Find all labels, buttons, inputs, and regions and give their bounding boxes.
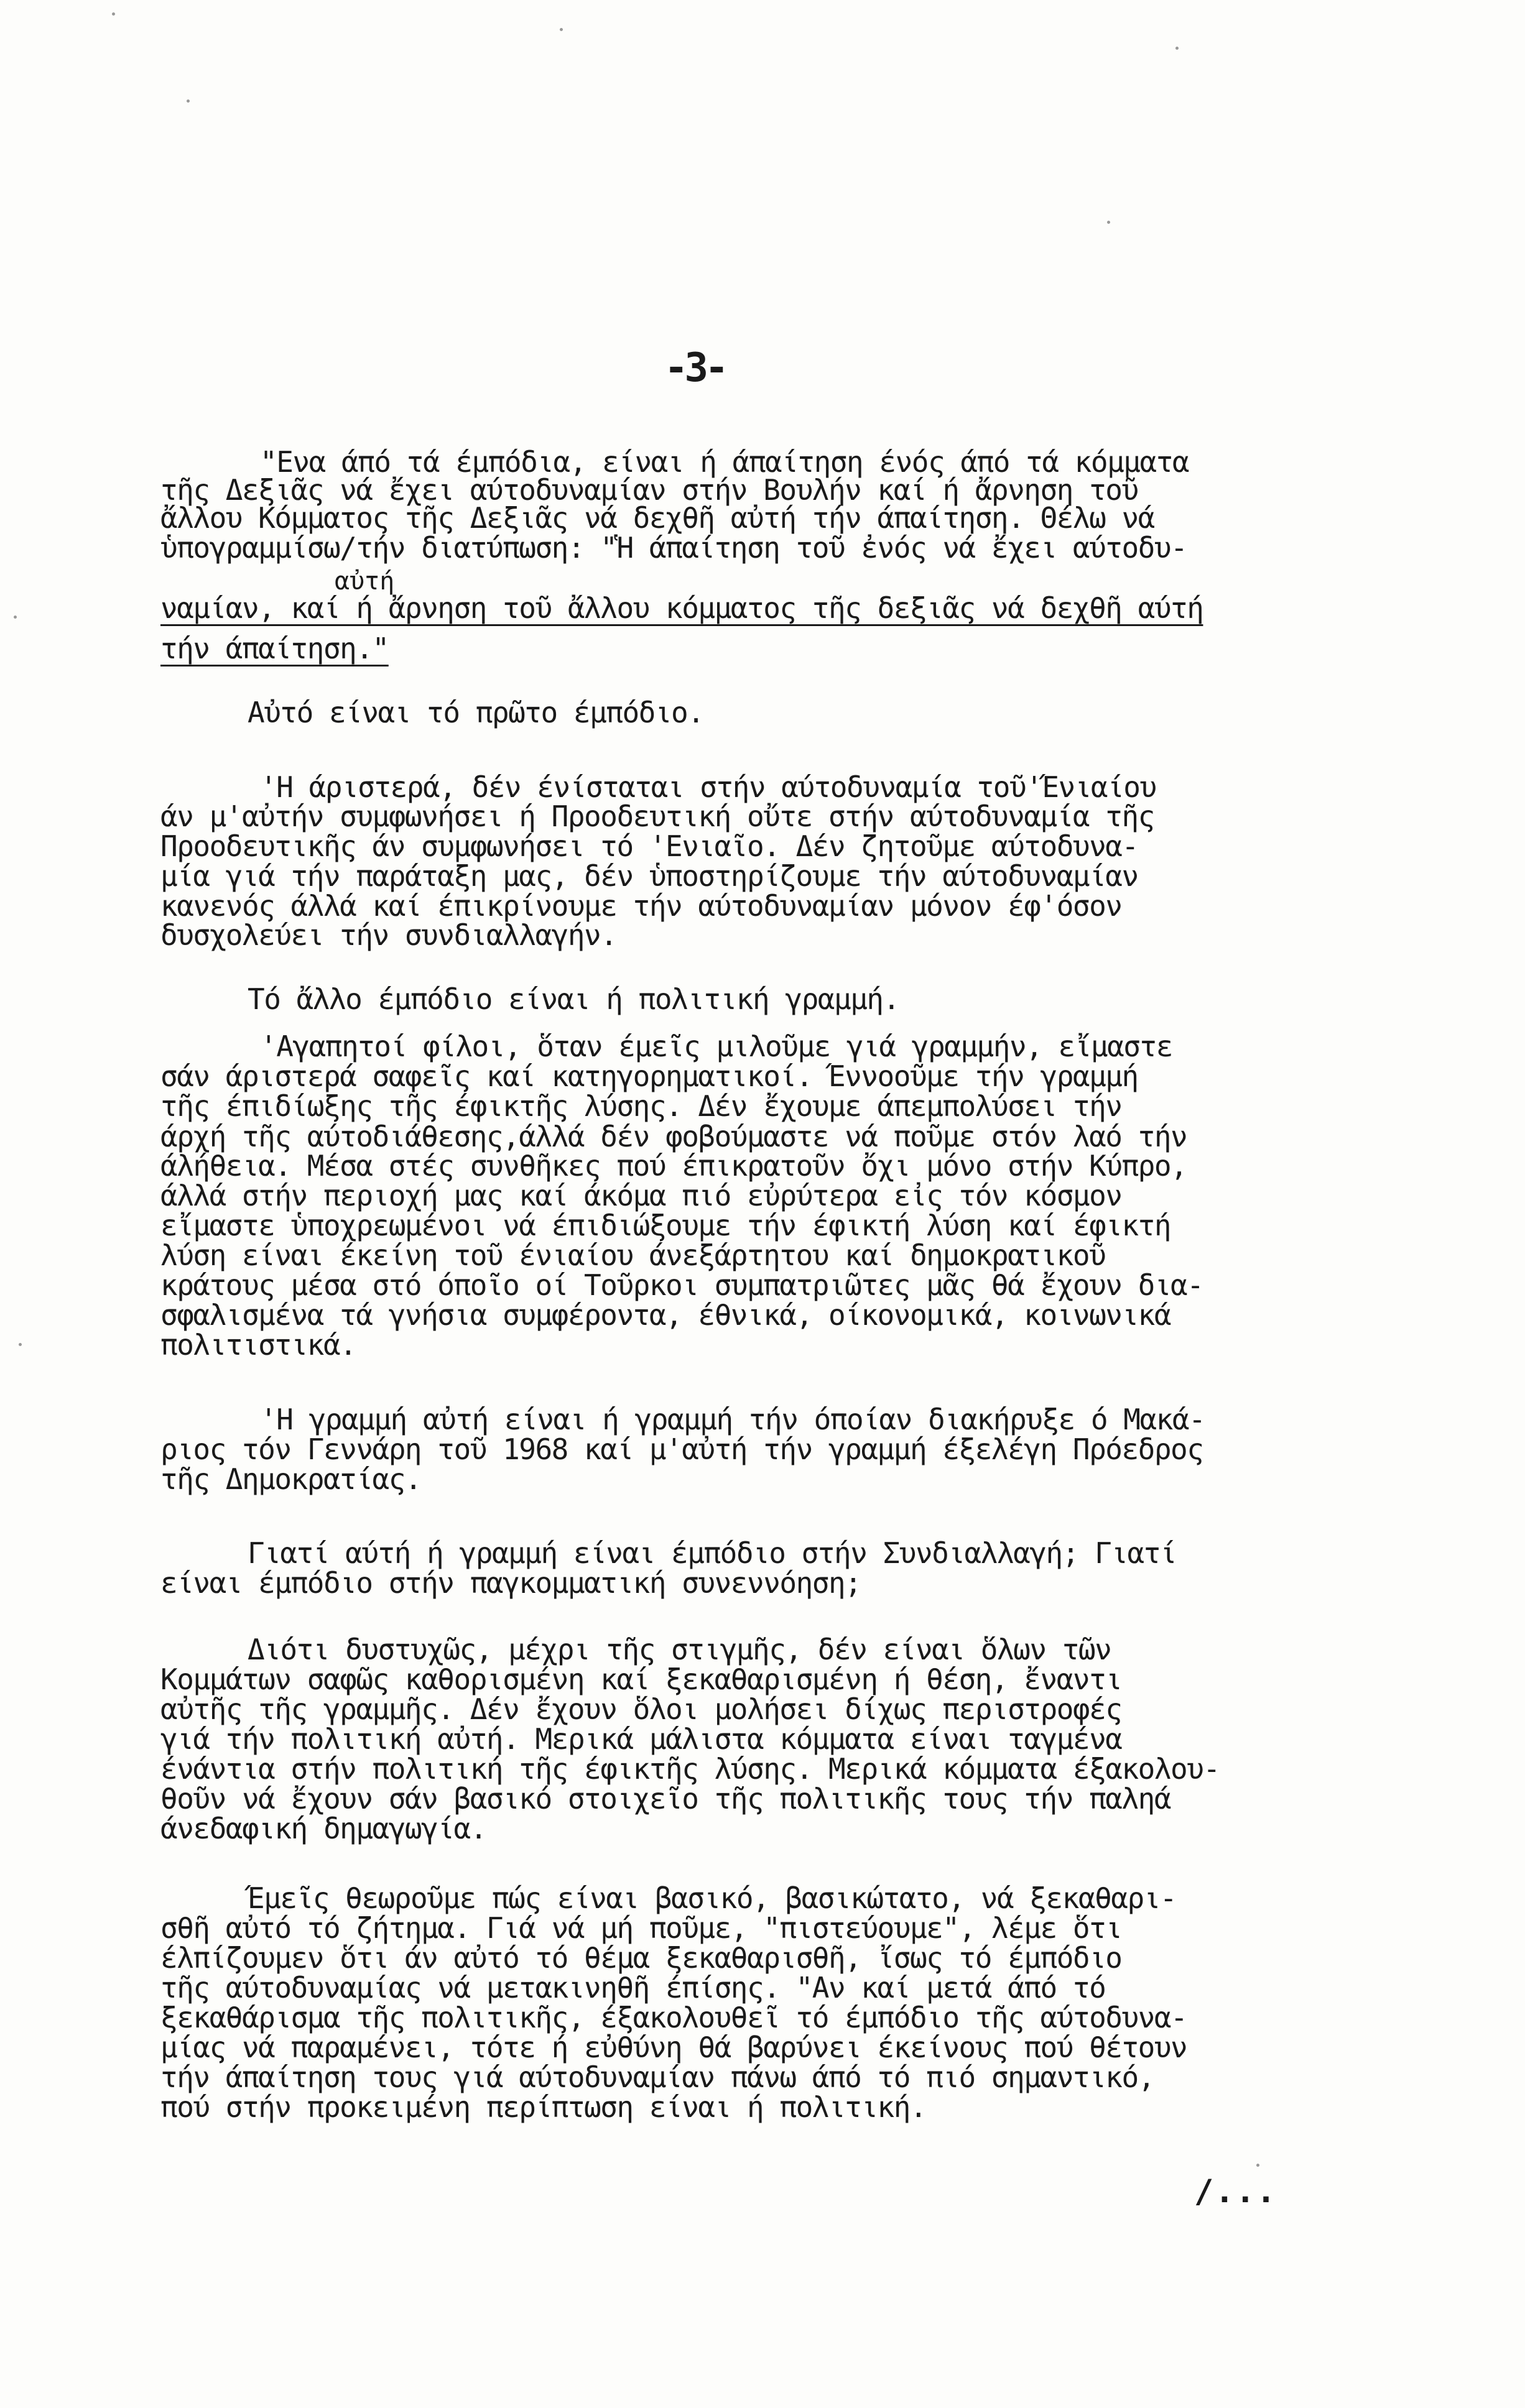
text-line: έλπίζουμεν ὅτι άν αὐτό τό θέμα ξεκαθαρισθῆ, ἴσως τό έμπόδιο <box>160 1941 1122 1975</box>
text-line: Αὐτό είναι τό πρῶτο έμπόδιο. <box>248 696 704 729</box>
text-line: λύση είναι έκείνη τοῦ ένιαίου άνεξάρτητου καί δημοκρατικοῦ <box>160 1239 1106 1272</box>
text-line: Κομμάτων σαφῶς καθορισμένη καί ξεκαθαρισμένη ή θέση, ἔναντι <box>160 1663 1122 1696</box>
text-line: πολιτιστικά. <box>160 1328 356 1362</box>
handwritten-insertion: αὐτή <box>335 567 395 596</box>
scan-speck <box>1107 221 1110 224</box>
text-line: μίας νά παραμένει, τότε ή εὐθύνη θά βαρύνει έκείνους πού θέτουν <box>160 2031 1187 2064</box>
scan-speck <box>112 12 115 16</box>
text-line: αὐτῆς τῆς γραμμῆς. Δέν ἔχουν ὅλοι μολήσει δίχως περιστροφές <box>160 1692 1122 1726</box>
scan-speck <box>19 1343 22 1346</box>
text-line: σάν άριστερά σαφεῖς καί κατηγορηματικοί. Έννοοῦμε τήν γραμμή <box>160 1059 1138 1093</box>
text-line: ἄλλου Κόμματος τῆς Δεξιᾶς νά δεχθῆ αὐτή τήν άπαίτηση. Θέλω νά <box>160 501 1154 535</box>
text-line: Γιατί αύτή ή γραμμή είναι έμπόδιο στήν Συνδιαλλαγή; Γιατί <box>248 1536 1177 1570</box>
text-line: ένάντια στήν πολιτική τῆς έφικτῆς λύσης. Μερικά κόμματα έξακολου- <box>160 1752 1220 1786</box>
text-line: Προοδευτικῆς άν συμφωνήσει τό 'Ενιαῖο. Δέν ζητοῦμε αύτοδυνα- <box>160 829 1138 863</box>
text-line: Τό ἄλλο έμπόδιο είναι ή πολιτική γραμμή. <box>248 982 899 1016</box>
text-line: μία γιά τήν παράταξη μας, δέν ὑποστηρίζουμε τήν αύτοδυναμίαν <box>160 859 1138 893</box>
text-line: 'Αγαπητοί φίλοι, ὅταν έμεῖς μιλοῦμε γιά γραμμήν, εἴμαστε <box>260 1030 1172 1063</box>
text-line: εἴμαστε ὑποχρεωμένοι νά έπιδιώξουμε τήν έφικτή λύση καί έφικτή <box>160 1209 1171 1242</box>
text-line: θοῦν νά ἔχουν σάν βασικό στοιχεῖο τῆς πολιτικῆς τους τήν παληά <box>160 1782 1171 1815</box>
text-line: 'Η άριστερά, δέν ένίσταται στήν αύτοδυναμία τοῦ'Ένιαίου <box>260 770 1156 804</box>
text-line: τῆς Δημοκρατίας. <box>160 1462 422 1496</box>
scan-speck <box>14 616 17 619</box>
scan-speck <box>1256 2164 1259 2167</box>
text-line: άρχή τῆς αύτοδιάθεσης,άλλά δέν φοβούμαστε νά ποῦμε στόν λαό τήν <box>160 1120 1187 1153</box>
text-line: ριος τόν Γεννάρη τοῦ 1968 καί μ'αὐτή τήν γραμμή έξελέγη Πρόεδρος <box>160 1432 1203 1466</box>
text-line: κράτους μέσα στό όποῖο οί Τοῦρκοι συμπατριῶτες μᾶς θά ἔχουν δια- <box>160 1268 1203 1302</box>
page-number: -3- <box>664 345 725 391</box>
text-line: ξεκαθάρισμα τῆς πολιτικῆς, έξακολουθεῖ τό έμπόδιο τῆς αύτοδυνα- <box>160 2001 1187 2034</box>
text-line: τήν άπαίτηση τους γιά αύτοδυναμίαν πάνω άπό τό πιό σημαντικό, <box>160 2060 1154 2094</box>
text-line: τῆς αύτοδυναμίας νά μετακινηθῆ έπίσης. "Αν καί μετά άπό τό <box>160 1971 1106 2004</box>
text-line: τῆς έπιδίωξης τῆς έφικτῆς λύσης. Δέν ἔχουμε άπεμπολύσει τήν <box>160 1089 1122 1123</box>
text-line: ὑπογραμμίσω/τήν διατύπωση: "Ἡ άπαίτηση τοῦ ἐνός νά ἔχει αύτοδυ- <box>160 531 1187 565</box>
text-line: άνεδαφική δημαγωγία. <box>160 1812 486 1845</box>
text-line: άλήθεια. Μέσα στές συνθῆκες πού έπικρατοῦν ὄχι μόνο στήν Κύπρο, <box>160 1149 1187 1183</box>
text-line: δυσχολεύει τήν συνδιαλλαγήν. <box>160 918 617 952</box>
scan-speck <box>560 28 563 31</box>
text-line: "Ενα άπό τά έμπόδια, είναι ή άπαίτηση ένός άπό τά κόμματα <box>260 445 1189 479</box>
continuation-mark: /... <box>1194 2173 1277 2210</box>
text-line: Διότι δυστυχῶς, μέχρι τῆς στιγμῆς, δέν είναι ὅλων τῶν <box>248 1633 1111 1666</box>
text-line: σθῆ αὐτό τό ζήτημα. Γιά νά μή ποῦμε, "πιστεύουμε", λέμε ὅτι <box>160 1911 1122 1945</box>
scan-speck <box>187 99 190 103</box>
text-line: γιά τήν πολιτική αὐτή. Μερικά μάλιστα κόμματα είναι ταγμένα <box>160 1722 1122 1756</box>
text-line: Έμεῖς θεωροῦμε πώς είναι βασικό, βασικώτατο, νά ξεκαθαρι- <box>248 1881 1177 1915</box>
text-line: άν μ'αὐτήν συμφωνήσει ή Προοδευτική οὔτε στήν αύτοδυναμία τῆς <box>160 800 1154 833</box>
scan-speck <box>1175 47 1179 50</box>
text-line: ναμίαν, καί ή ἄρνηση τοῦ ἄλλου κόμματος τῆς δεξιᾶς νά δεχθῆ αύτή <box>160 591 1203 625</box>
text-line: 'Η γραμμή αὐτή είναι ή γραμμή τήν όποίαν διακήρυξε ό Μακά- <box>260 1403 1205 1436</box>
text-line: είναι έμπόδιο στήν παγκομματική συνεννόηση; <box>160 1566 861 1600</box>
text-line: κανενός άλλά καί έπικρίνουμε τήν αύτοδυναμίαν μόνον έφ'όσον <box>160 889 1122 923</box>
text-line: άλλά στήν περιοχή μας καί άκόμα πιό εὐρύτερα εἰς τόν κόσμον <box>160 1179 1122 1212</box>
text-line: τῆς Δεξιᾶς νά ἔχει αύτοδυναμίαν στήν Βουλήν καί ή ἄρνηση τοῦ <box>160 473 1138 507</box>
text-line: σφαλισμένα τά γνήσια συμφέροντα, έθνικά, οίκονομικά, κοινωνικά <box>160 1298 1171 1332</box>
text-line: τήν άπαίτηση." <box>160 632 389 665</box>
text-line: πού στήν προκειμένη περίπτωση είναι ή πολιτική. <box>160 2090 927 2124</box>
